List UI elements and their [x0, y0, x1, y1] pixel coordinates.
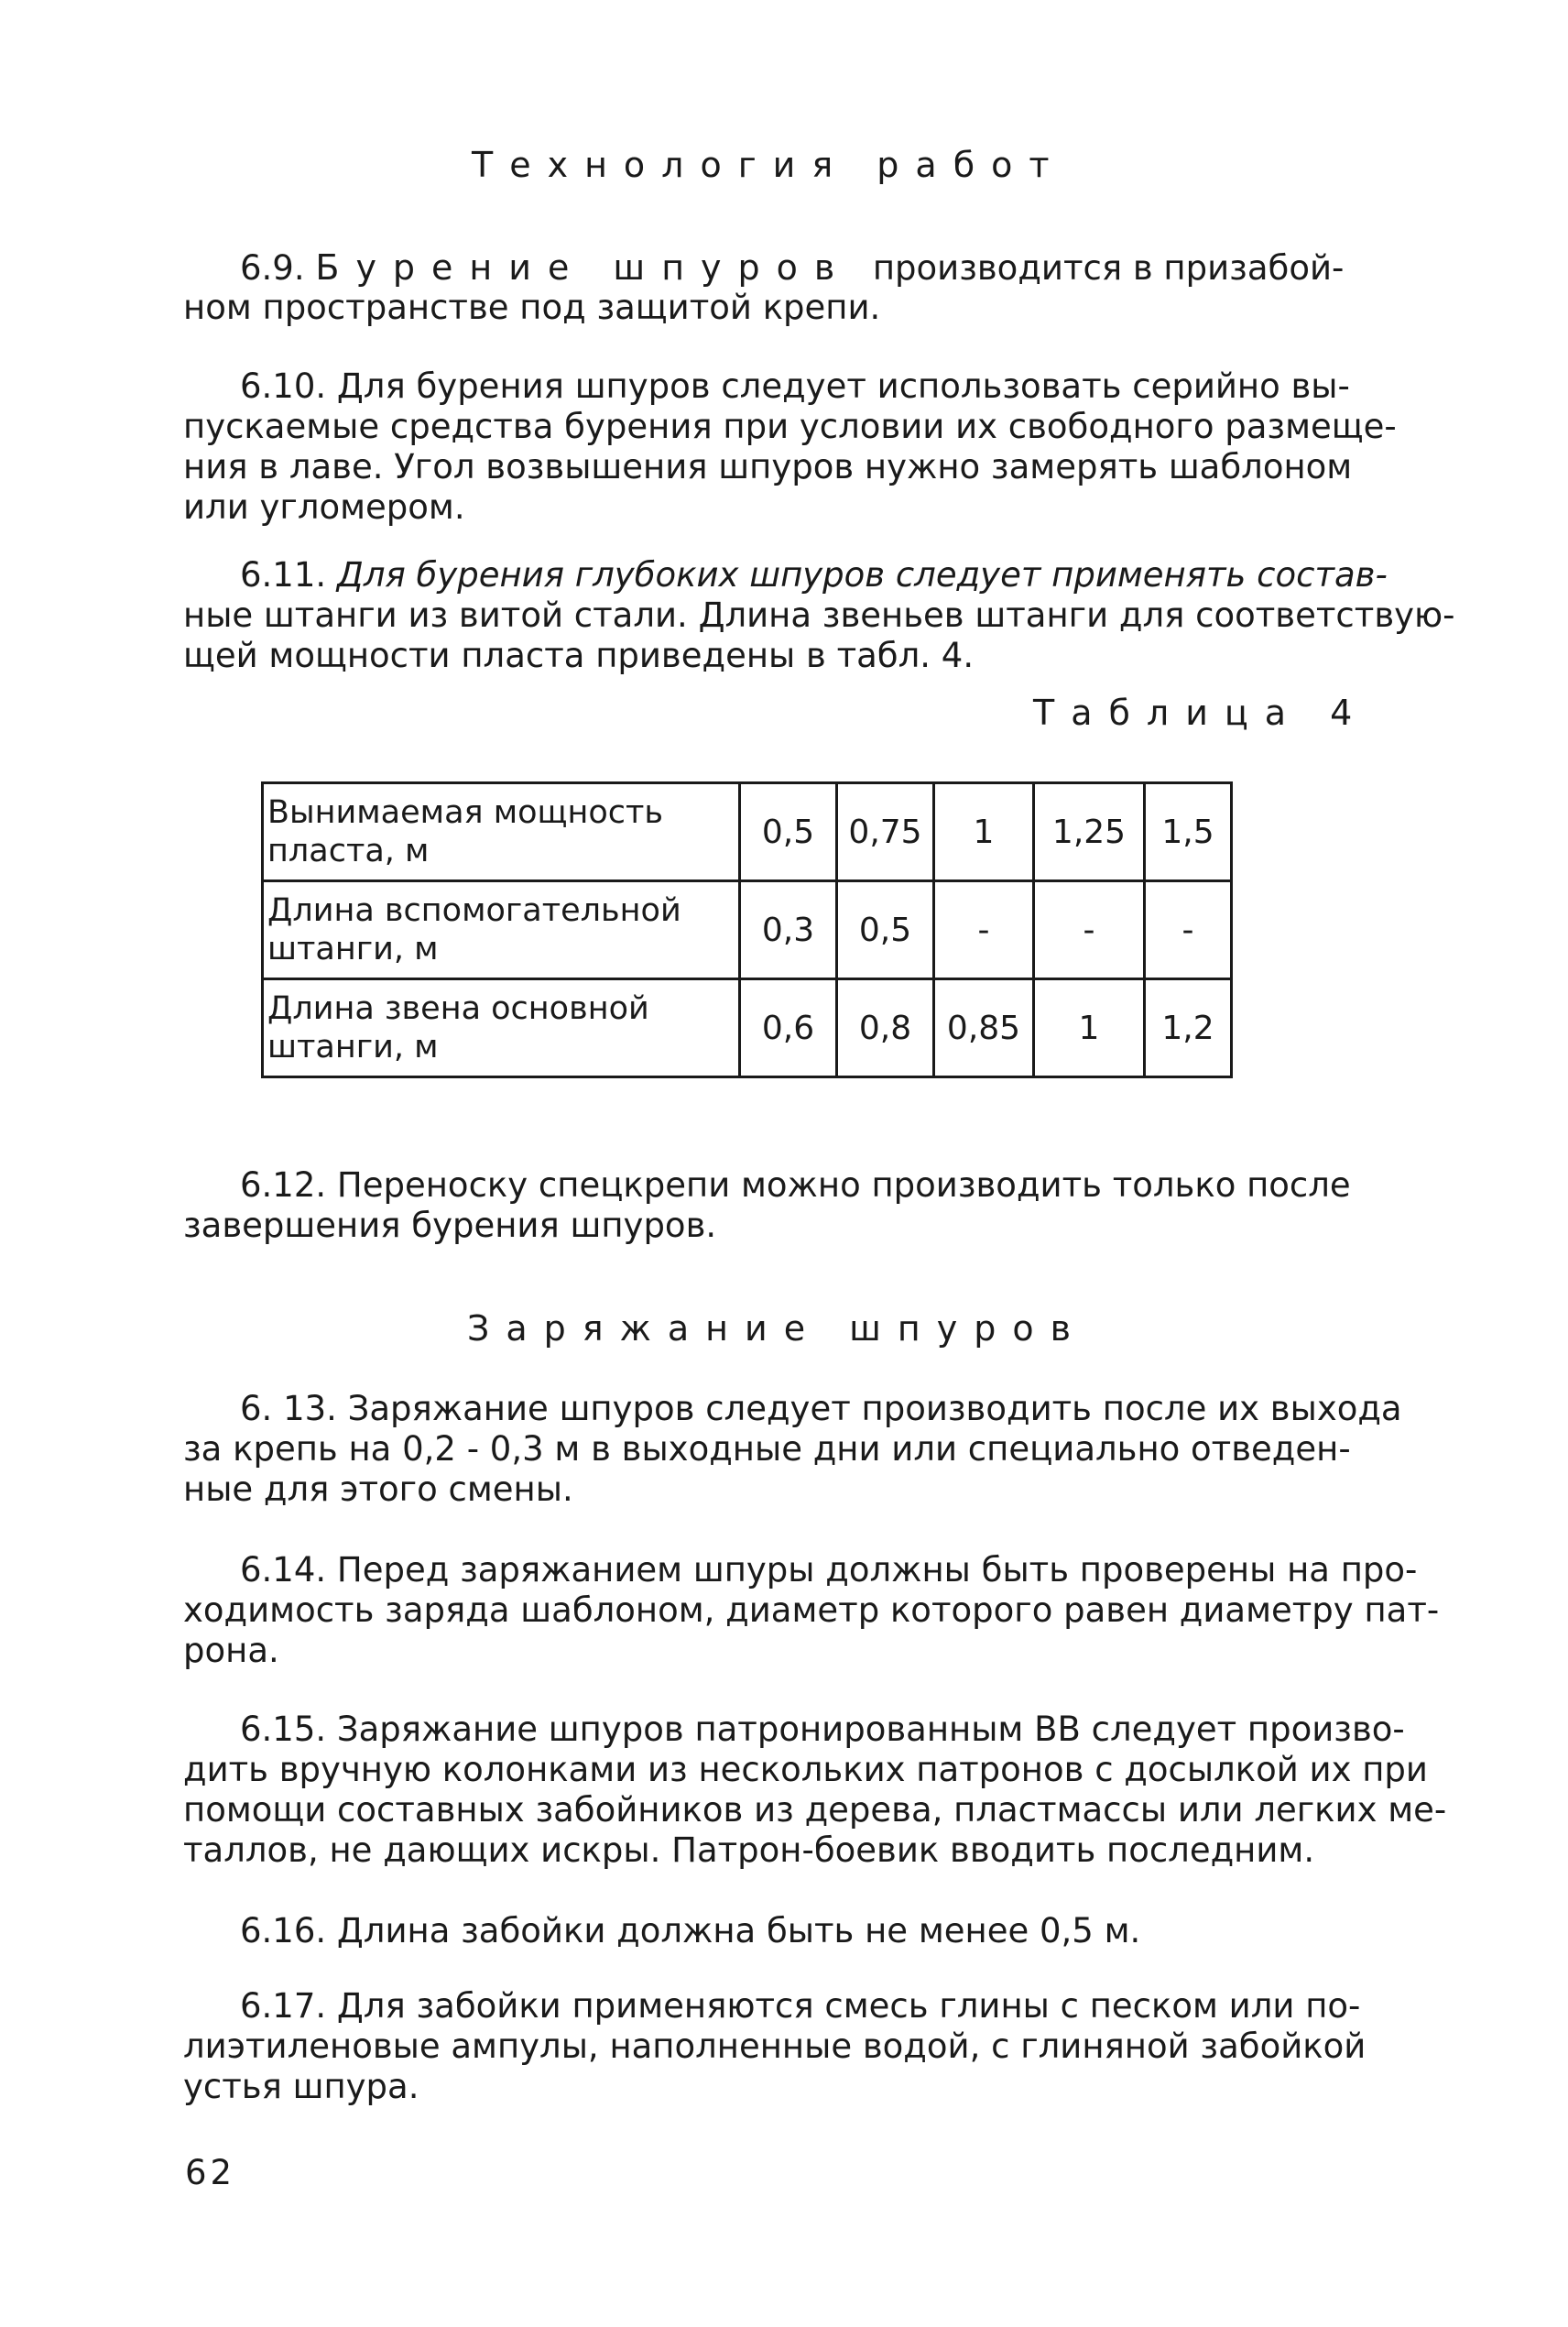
paragraph-6-11-italic: Для бурения глубоких шпуров следует применять состав-: [336, 555, 1388, 595]
row-label: [263, 783, 740, 881]
table-cell: 0,5: [740, 783, 837, 881]
table-cell: 1: [1034, 979, 1145, 1077]
paragraph-6-9-term: Бурение шпуров: [315, 247, 852, 288]
paragraph-6-16: 6.16. Длина забойки должна быть не менее 0,5 м.: [240, 1911, 1141, 1950]
paragraph-6-11-line-1: [240, 555, 1388, 595]
paragraph-6-17-line-1: 6.17. Для забойки применяются смесь глины с песком или по-: [240, 1986, 1361, 2026]
section-heading-technology: Технология работ: [472, 145, 1066, 185]
paragraph-6-14-line-1: 6.14. Перед заряжанием шпуры должны быть проверены на про-: [240, 1550, 1418, 1590]
paragraph-6-10-line-4: или угломером.: [183, 487, 465, 527]
paragraph-6-14-line-2: ходимость заряда шаблоном, диаметр которого равен диаметру пат-: [183, 1590, 1440, 1630]
table-cell: 1,25: [1034, 783, 1145, 881]
table-cell: 0,3: [740, 881, 837, 979]
drill-rod-table: [261, 781, 1233, 1078]
paragraph-6-10-line-3: ния в лаве. Угол возвышения шпуров нужно замерять шаблоном: [183, 447, 1353, 486]
table-row: [263, 783, 1232, 881]
paragraph-6-11-line-3: щей мощности пласта приведены в табл. 4.: [183, 636, 975, 675]
paragraph-6-12-line-1: 6.12. Переноску спецкрепи можно производить только после: [240, 1165, 1351, 1205]
paragraph-6-17-line-3: устья шпура.: [183, 2067, 419, 2106]
paragraph-6-11-line-2: ные штанги из витой стали. Длина звеньев штанги для соответствую-: [183, 595, 1455, 635]
paragraph-6-9-rest: производится в призабой-: [872, 248, 1345, 288]
row-label-line-1: Длина звена основной: [267, 990, 649, 1027]
row-label-line-2: штанги, м: [267, 1029, 439, 1065]
row-label: [263, 979, 740, 1077]
paragraph-6-12-line-2: завершения бурения шпуров.: [183, 1206, 717, 1245]
row-label-line-1: Вынимаемая мощность: [267, 794, 664, 831]
page-number: 62: [185, 2153, 236, 2192]
paragraph-6-10-line-2: пускаемые средства бурения при условии их свободного размеще-: [183, 407, 1397, 446]
paragraph-6-9-number: 6.9.: [240, 248, 305, 288]
table-row: [263, 881, 1232, 979]
table-cell: -: [1034, 881, 1145, 979]
paragraph-6-14-line-3: рона.: [183, 1631, 279, 1670]
table-cell: 1: [934, 783, 1034, 881]
table-row: [263, 979, 1232, 1077]
paragraph-6-9-line-1: [240, 247, 1344, 289]
table-cell: 0,5: [837, 881, 934, 979]
paragraph-6-13-line-3: ные для этого смены.: [183, 1469, 573, 1509]
paragraph-6-13-line-2: за крепь на 0,2 - 0,3 м в выходные дни или специально отведен-: [183, 1429, 1351, 1469]
paragraph-6-17-line-2: лиэтиленовые ампулы, наполненные водой, с глиняной забойкой: [183, 2027, 1367, 2066]
table-cell: 0,85: [934, 979, 1034, 1077]
row-label: [263, 881, 740, 979]
paragraph-6-15-line-4: таллов, не дающих искры. Патрон-боевик вводить последним.: [183, 1830, 1315, 1870]
table-cell: 0,75: [837, 783, 934, 881]
section-heading-charging: Заряжание шпуров: [467, 1308, 1088, 1349]
table-cell: 1,2: [1145, 979, 1232, 1077]
paragraph-6-9-line-2: ном пространстве под защитой крепи.: [183, 288, 881, 327]
table-cell: -: [934, 881, 1034, 979]
row-label-line-2: пласта, м: [267, 833, 430, 869]
table-cell: 0,8: [837, 979, 934, 1077]
paragraph-6-15-line-1: 6.15. Заряжание шпуров патронированным ВВ следует произво-: [240, 1710, 1405, 1749]
paragraph-6-15-line-2: дить вручную колонками из нескольких патронов с досылкой их при: [183, 1750, 1428, 1789]
paragraph-6-11-number: 6.11.: [240, 555, 327, 595]
table-cell: 0,6: [740, 979, 837, 1077]
table-cell: 1,5: [1145, 783, 1232, 881]
table-cell: -: [1145, 881, 1232, 979]
row-label-line-2: штанги, м: [267, 931, 439, 967]
row-label-line-1: Длина вспомогательной: [267, 892, 681, 929]
table-caption: Таблица 4: [1033, 693, 1369, 733]
paragraph-6-15-line-3: помощи составных забойников из дерева, пластмассы или легких ме-: [183, 1790, 1447, 1830]
paragraph-6-13-line-1: 6. 13. Заряжание шпуров следует производить после их выхода: [240, 1389, 1402, 1428]
paragraph-6-10-line-1: 6.10. Для бурения шпуров следует использовать серийно вы-: [240, 366, 1350, 406]
